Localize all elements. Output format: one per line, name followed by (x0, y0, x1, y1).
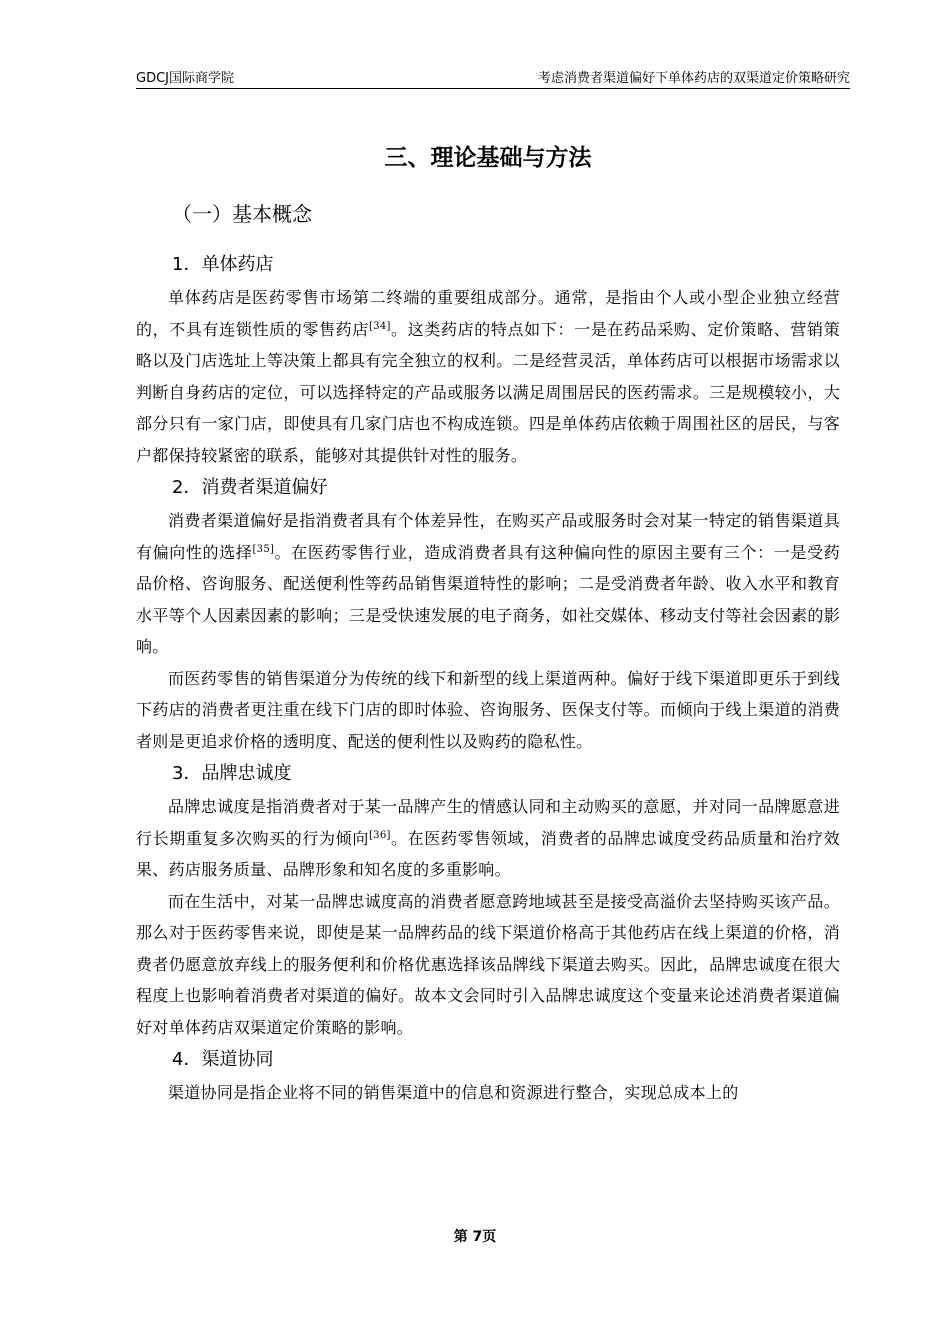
page-body (136, 138, 840, 1109)
paragraph: 渠道协同是指企业将不同的销售渠道中的信息和资源进行整合，实现总成本上的 (168, 1083, 739, 1102)
paragraph: 消费者渠道偏好是指消费者具有个体差异性，在购买产品或服务时会对某一特定的销售渠道具有偏向性的选择[35]。在医药零售行业，造成消费者具有这种偏向性的原因主要有三个：一是受药品价格、咨询服务、配送便利性等药品销售渠道特性的影响；二是受消费者年龄、收入水平和教育水平等个人因素因素的影响；三是受快速发展的电子商务，如社交媒体、移动支付等社会因素的影响。 (136, 511, 840, 656)
subsection-title-4: 4．渠道协同 (172, 1049, 274, 1070)
paragraph: 单体药店是医药零售市场第二终端的重要组成部分。通常，是指由个人或小型企业独立经营的，不具有连锁性质的零售药店[34]。这类药店的特点如下：一是在药品采购、定价策略、营销策略以及门店选址上等决策上都具有完全独立的权利。二是经营灵活，单体药店可以根据市场需求以判断自身药店的定位，可以选择特定的产品或服务以满足周围居民的医药需求。三是规模较小，大部分只有一家门店，即使具有几家门店也不构成连锁。四是单体药店依赖于周围社区的居民，与客户都保持较紧密的联系，能够对其提供针对性的服务。 (136, 288, 840, 465)
paragraph: 品牌忠诚度是指消费者对于某一品牌产生的情感认同和主动购买的意愿，并对同一品牌愿意进行长期重复多次购买的行为倾向[36]。在医药零售领域，消费者的品牌忠诚度受药品质量和治疗效果、药店服务质量、品牌形象和知名度的多重影响。 (136, 797, 840, 879)
page-header (136, 64, 850, 89)
subsection-title-2: 2．消费者渠道偏好 (172, 477, 328, 498)
subsection-title-3: 3．品牌忠诚度 (172, 763, 292, 784)
paragraph: 而医药零售的销售渠道分为传统的线下和新型的线上渠道两种。偏好于线下渠道即更乐于到线下药店的消费者更注重在线下门店的即时体验、咨询服务、医保支付等。而倾向于线上渠道的消费者则是更追求价格的透明度、配送的便利性以及购药的隐私性。 (136, 668, 840, 751)
page-number: 第 7页 (453, 1229, 497, 1245)
citation-ref[interactable]: [34] (368, 320, 391, 332)
header-institution: GDCJ国际商学院 (136, 71, 234, 86)
header-paper-title: 考虑消费者渠道偏好下单体药店的双渠道定价策略研究 (537, 71, 850, 86)
section-title: （一）基本概念 (172, 202, 312, 226)
citation-ref[interactable]: [36] (368, 829, 391, 841)
subsection-title-1: 1．单体药店 (172, 254, 274, 275)
paragraph: 而在生活中，对某一品牌忠诚度高的消费者愿意跨地域甚至是接受高溢价去坚持购买该产品。那么对于医药零售来说，即使是某一品牌药品的线下渠道价格高于其他药店在线上渠道的价格，消费者仍愿意放弃线上的服务便利和价格优惠选择该品牌线下渠道去购买。因此，品牌忠诚度在很大程度上也影响着消费者对渠道的偏好。故本文会同时引入品牌忠诚度这个变量来论述消费者渠道偏好对单体药店双渠道定价策略的影响。 (136, 891, 840, 1037)
chapter-title: 三、理论基础与方法 (384, 145, 592, 171)
citation-ref[interactable]: [35] (252, 543, 275, 555)
